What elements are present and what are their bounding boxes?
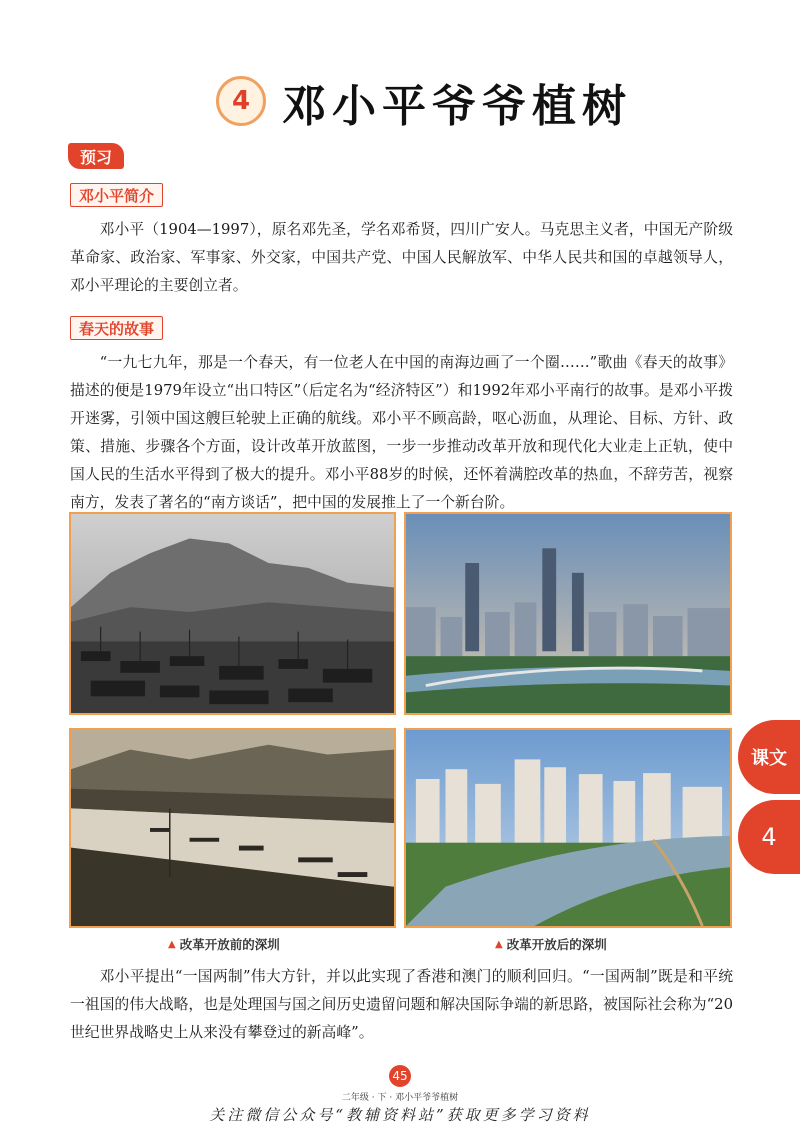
caption-before (168, 935, 280, 953)
photo-shenzhen-before-river (69, 728, 396, 928)
lesson-header (0, 62, 800, 152)
side-tab-number[interactable]: 4 (738, 800, 800, 874)
photo-shenzhen-after-river (404, 728, 732, 928)
section-heading-story: 春天的故事 (70, 316, 163, 340)
caption-after (495, 935, 607, 953)
story-paragraph: “一九七九年，那是一个春天，有一位老人在中国的南海边画了一个圈……”歌曲《春天的故事》描述的便是1979年设立“出口特区”（后定名为“经济特区”）和1992年邓小平南行的故事。是邓小平拨开迷雾，引领中国这艘巨轮驶上正确的航线。邓小平不顾高龄，呕心沥血，从理论、目标、方针、政策、措施、步骤各个方面，设计改革开放蓝图，一步一步推动改革开放和现代化大业走上正轨，使中国人民的生活水平得到了极大的提升。邓小平88岁的时候，还怀着满腔改革的热血，不辞劳苦，视察南方，发表了著名的“南方谈话”，把中国的发展推上了一个新台阶。 (70, 354, 733, 511)
lesson-number-badge: 4 (216, 76, 266, 126)
triangle-marker-icon: ▲ (168, 938, 176, 950)
watermark-text: 关注微信公众号“教辅资料站”获取更多学习资料 (209, 1106, 591, 1124)
intro-paragraph: 邓小平（1904—1997），原名邓先圣，学名邓希贤，四川广安人。马克思主义者，中国无产阶级革命家、政治家、军事家、外交家，中国共产党、中国人民解放军、中华人民共和国的卓越领导人，邓小平理论的主要创立者。 (70, 221, 733, 294)
page-number: 45 (389, 1065, 411, 1087)
caption-before-text: 改革开放前的深圳 (179, 937, 280, 952)
closing-paragraph: 邓小平提出“一国两制”伟大方针，并以此实现了香港和澳门的顺利回归。“一国两制”既是和平统一祖国的伟大战略，也是处理国与国之间历史遗留问题和解决国际争端的新思路，被国际社会称为“20世纪世界战略史上从来没有攀登过的新高峰”。 (70, 968, 733, 1041)
triangle-marker-icon: ▲ (495, 938, 503, 950)
section-heading-intro: 邓小平简介 (70, 183, 163, 207)
running-footer: 二年级 · 下 · 邓小平爷爷植树 (341, 1093, 459, 1103)
side-tab-label[interactable]: 课文 (738, 720, 800, 794)
photo-shenzhen-after-skyline (404, 512, 732, 715)
photo-shenzhen-before-harbor (69, 512, 396, 715)
preview-badge: 预习 (68, 143, 124, 169)
lesson-title: 邓小平爷爷植树 (282, 81, 632, 132)
caption-after-text: 改革开放后的深圳 (506, 937, 607, 952)
